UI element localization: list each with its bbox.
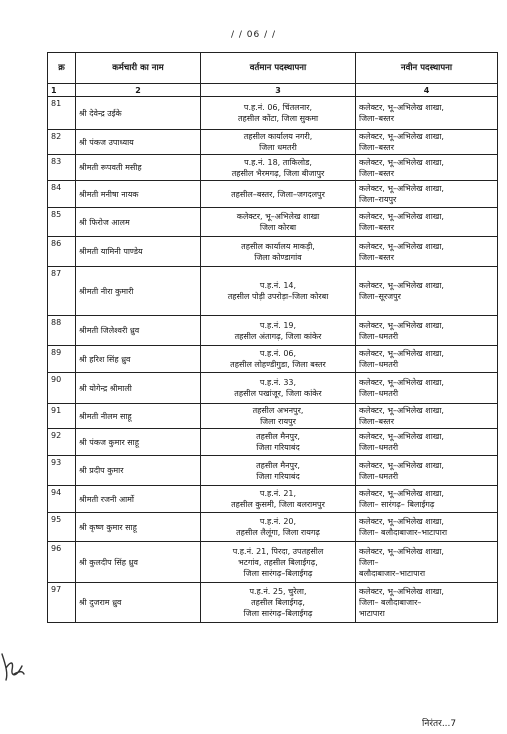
new-posting (356, 513, 498, 542)
table-row (48, 404, 498, 429)
new-posting-line: कलेक्टर, भू–अभिलेख शाखा, (359, 241, 444, 251)
new-posting-line: जिला–बस्तर (359, 417, 395, 426)
current-posting-line: प.ह.नं. 25, चुरेला, (249, 587, 307, 596)
employee-name: श्रीमती जिलेश्वरी ध्रुव (76, 316, 201, 346)
current-posting-line: जिला गरियाबंद (256, 443, 300, 452)
new-posting (356, 130, 498, 155)
header-current-posting: वर्तमान पदस्थापना (201, 53, 356, 84)
current-posting-line: तहसील पखांजूर, जिला कांकेर (234, 389, 322, 398)
table-row (48, 583, 498, 623)
new-posting-line: जिला–धमतरी (359, 443, 399, 452)
current-posting-line: तहसील मैनपुर, (256, 460, 300, 470)
new-posting-line: जिला–धमतरी (359, 389, 399, 398)
new-posting (356, 456, 498, 486)
current-posting-line: जिला सारंगढ़–बिलाईगढ़ (243, 568, 313, 578)
current-posting-line: प.ह.नं. 20, (259, 517, 297, 526)
employee-name: श्री देवेन्द्र उईके (76, 97, 201, 130)
current-posting-line: प.ह.नं. 06, (259, 349, 297, 358)
current-posting (201, 346, 356, 373)
new-posting-line: जिला– सारंगढ़– बिलाईगढ़ (359, 500, 435, 509)
new-posting-line: जिला–बस्तर (359, 252, 395, 262)
current-posting (201, 130, 356, 155)
new-posting-line: कलेक्टर, भू–अभिलेख शाखा, (359, 349, 444, 358)
new-posting (356, 208, 498, 237)
employee-name: श्रीमती यामिनी पाण्डेय (76, 237, 201, 267)
serial-number: 91 (48, 404, 76, 429)
new-posting (356, 97, 498, 130)
current-posting-line: तहसील मैनपुर, (256, 432, 300, 441)
header-sno: क्र (48, 53, 76, 84)
serial-number: 82 (48, 130, 76, 155)
new-posting-line: जिला–रायपुर (359, 195, 397, 204)
new-posting (356, 486, 498, 513)
new-posting-line: जिला–बस्तर (359, 168, 395, 178)
new-posting-line: जिला–धमतरी (359, 360, 399, 369)
current-posting (201, 429, 356, 456)
current-posting (201, 208, 356, 237)
new-posting-line: जिला–बस्तर (359, 143, 395, 152)
table-row (48, 181, 498, 208)
new-posting (356, 404, 498, 429)
serial-number: 95 (48, 513, 76, 542)
employee-name: श्रीमती रजनी आर्मो (76, 486, 201, 513)
new-posting-line: कलेक्टर, भू–अभिलेख शाखा, (359, 432, 444, 441)
table-row (48, 429, 498, 456)
current-posting-line: प.ह.नं. 21, पिरदा, उपतहसील (232, 546, 324, 556)
new-posting-line: कलेक्टर, भू–अभिलेख शाखा, (359, 103, 444, 112)
current-posting (201, 155, 356, 181)
current-posting-line: प.ह.नं. 21, (259, 489, 297, 498)
new-posting-line: कलेक्टर, भू–अभिलेख शाखा, (359, 320, 444, 330)
current-posting-line: प.ह.नं. 33, (259, 378, 297, 387)
current-posting (201, 583, 356, 623)
current-posting (201, 97, 356, 130)
table-row (48, 97, 498, 130)
new-posting-line: कलेक्टर, भू–अभिलेख शाखा, (359, 281, 444, 290)
table-header (48, 53, 498, 97)
current-posting (201, 316, 356, 346)
new-posting-line: कलेक्टर, भू–अभिलेख शाखा, (359, 378, 444, 387)
current-posting-line: प.ह.नं. 14, (259, 281, 297, 290)
table-body (48, 97, 498, 623)
new-posting (356, 237, 498, 267)
current-posting-line: जिला कोरबा (259, 223, 297, 232)
table-row (48, 456, 498, 486)
serial-number: 94 (48, 486, 76, 513)
employee-name: श्री कुलदीप सिंह ध्रुव (76, 542, 201, 583)
current-posting-line: तहसील लोहण्डीगुडा, जिला बस्तर (230, 360, 326, 369)
current-posting (201, 513, 356, 542)
current-posting-line: प.ह.नं. 18, ताकिलोड, (244, 157, 312, 167)
current-posting-line: कलेक्टर, भू–अभिलेख शाखा (236, 212, 320, 221)
new-posting (356, 542, 498, 583)
serial-number: 88 (48, 316, 76, 346)
new-posting (356, 181, 498, 208)
current-posting-line: तहसील–बस्तर, जिला–जगदलपुर (231, 189, 325, 199)
current-posting-line: तहसील कुसमी, जिला बलरामपुर (231, 500, 325, 509)
employee-name: श्रीमती नीलम साहू (76, 404, 201, 429)
new-posting-line: जिला– बलौदाबाजार–भाटापारा (359, 528, 448, 537)
employee-name: श्रीमती मनीषा नायक (76, 181, 201, 208)
header-new-posting: नवीन पदस्थापना (356, 53, 498, 84)
new-posting-line: जिला–बस्तर (359, 114, 395, 123)
new-posting-line: जिला–धमतरी (359, 331, 399, 341)
current-posting-line: तहसील लैलूंगा, जिला रायगढ़ (236, 528, 320, 537)
current-posting-line: तहसील अंतागढ़, जिला कांकेर (234, 331, 322, 341)
serial-number: 86 (48, 237, 76, 267)
new-posting (356, 583, 498, 623)
new-posting-line: कलेक्टर, भू–अभिलेख शाखा, (359, 546, 444, 556)
current-posting (201, 456, 356, 486)
serial-number: 85 (48, 208, 76, 237)
serial-number: 93 (48, 456, 76, 486)
continued-label: निरंतर...7 (422, 719, 457, 729)
serial-number: 90 (48, 373, 76, 404)
new-posting-line: कलेक्टर, भू–अभिलेख शाखा, (359, 157, 444, 167)
column-number: 1 (48, 84, 76, 97)
serial-number: 96 (48, 542, 76, 583)
new-posting (356, 155, 498, 181)
column-number: 3 (201, 84, 356, 97)
column-number-row (48, 84, 498, 97)
serial-number: 81 (48, 97, 76, 130)
table-row (48, 237, 498, 267)
current-posting-line: तहसील अभनपुर, (252, 406, 304, 415)
new-posting-line: जिला–बस्तर (359, 223, 395, 232)
employee-name: श्री प्रदीप कुमार (76, 456, 201, 486)
current-posting-line: जिला सारंगढ़–बिलाईगढ़ (243, 609, 313, 618)
new-posting-line: कलेक्टर, भू–अभिलेख शाखा, (359, 517, 444, 526)
table-row (48, 513, 498, 542)
new-posting-line: भाटापारा (359, 609, 385, 618)
new-posting-line: कलेक्टर, भू–अभिलेख शाखा, (359, 406, 444, 415)
current-posting-line: तहसील पोड़ी उपरोड़ा–जिला कोरबा (227, 292, 329, 301)
table-row (48, 267, 498, 316)
new-posting-line: कलेक्टर, भू–अभिलेख शाखा, (359, 132, 444, 141)
employee-name: श्री पंकज कुमार साहू (76, 429, 201, 456)
serial-number: 83 (48, 155, 76, 181)
table-row (48, 346, 498, 373)
new-posting (356, 373, 498, 404)
table-row (48, 486, 498, 513)
new-posting-line: जिला–धमतरी (359, 471, 399, 481)
employee-name: श्री फिरोज आलम (76, 208, 201, 237)
table-row (48, 155, 498, 181)
current-posting (201, 542, 356, 583)
new-posting-line: कलेक्टर, भू–अभिलेख शाखा, (359, 460, 444, 470)
current-posting (201, 237, 356, 267)
table-row (48, 208, 498, 237)
new-posting-line: कलेक्टर, भू–अभिलेख शाखा, (359, 184, 444, 193)
table-row (48, 316, 498, 346)
table-row (48, 373, 498, 404)
current-posting-line: जिला कोण्डागांव (254, 252, 302, 262)
current-posting-line: तहसील बिलाईगढ़, (251, 598, 305, 607)
page-number: / / 06 / / (230, 30, 277, 40)
table-row (48, 542, 498, 583)
current-posting-line: भटगांव, तहसील बिलाईगढ़, (238, 557, 318, 567)
current-posting (201, 181, 356, 208)
new-posting (356, 429, 498, 456)
new-posting (356, 316, 498, 346)
employee-name: श्रीमती नीरा कुमारी (76, 267, 201, 316)
new-posting-line: कलेक्टर, भू–अभिलेख शाखा, (359, 212, 444, 221)
current-posting-line: तहसील कार्यालय नगरी, (243, 132, 313, 141)
new-posting (356, 267, 498, 316)
new-posting-line: कलेक्टर, भू–अभिलेख शाखा, (359, 489, 444, 498)
serial-number: 97 (48, 583, 76, 623)
transfer-table (47, 52, 498, 623)
table-row (48, 130, 498, 155)
current-posting (201, 404, 356, 429)
new-posting-line: बलौदाबाजार–भाटापारा (359, 568, 426, 578)
current-posting-line: तहसील भैरमगढ़, जिला बीजापुर (231, 168, 325, 178)
serial-number: 84 (48, 181, 76, 208)
employee-name: श्री कृष्ण कुमार साहू (76, 513, 201, 542)
employee-name: श्री योगेन्द्र श्रीमाली (76, 373, 201, 404)
current-posting-line: जिला धमतरी (259, 143, 297, 152)
current-posting (201, 486, 356, 513)
column-number: 4 (356, 84, 498, 97)
current-posting-line: जिला गरियाबंद (256, 471, 300, 481)
header-employee-name: कर्मचारी का नाम (76, 53, 201, 84)
employee-name: श्री दुजराम ध्रुव (76, 583, 201, 623)
column-number: 2 (76, 84, 201, 97)
new-posting-line: कलेक्टर, भू–अभिलेख शाखा, (359, 587, 444, 596)
serial-number: 87 (48, 267, 76, 316)
new-posting (356, 346, 498, 373)
signature (0, 648, 26, 684)
current-posting-line: जिला रायपुर (260, 417, 296, 426)
new-posting-line: जिला– (359, 557, 379, 567)
serial-number: 89 (48, 346, 76, 373)
current-posting (201, 373, 356, 404)
current-posting-line: प.ह.नं. 19, (259, 320, 297, 330)
employee-name: श्री हरिश सिंह ध्रुव (76, 346, 201, 373)
current-posting-line: प.ह.नं. 06, चिंतलनार, (243, 103, 313, 112)
employee-name: श्री पंकज उपाध्याय (76, 130, 201, 155)
new-posting-line: जिला–सूरजपुर (359, 292, 401, 301)
employee-name: श्रीमती रूपवती मसीह (76, 155, 201, 181)
new-posting-line: जिला– बलौदाबाजार– (359, 598, 422, 607)
current-posting-line: तहसील कोंटा, जिला सुकमा (237, 114, 319, 123)
current-posting (201, 267, 356, 316)
serial-number: 92 (48, 429, 76, 456)
current-posting-line: तहसील कार्यालय माकड़ी, (241, 241, 315, 251)
